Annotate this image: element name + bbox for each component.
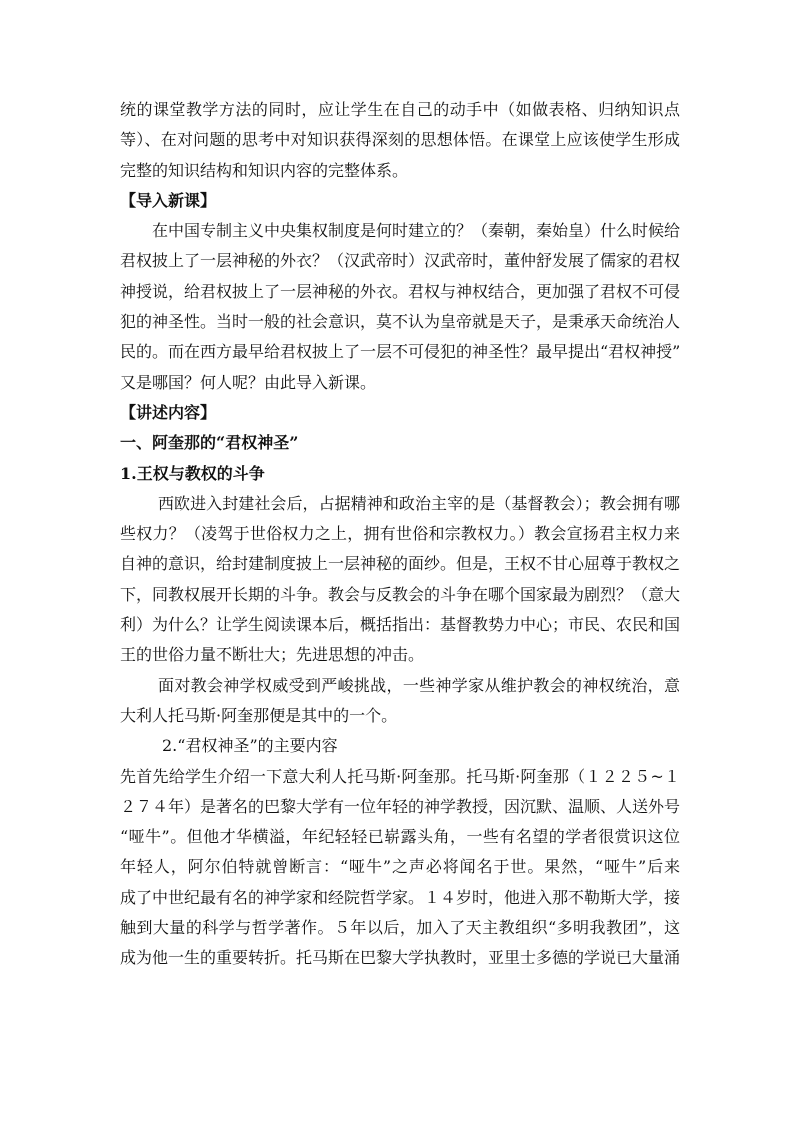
subsection2-title: 2.“君权神圣”的主要内容 bbox=[162, 736, 338, 756]
paragraph-line: 面对教会神学权威受到严峻挑战，一些神学家从维护教会的神权统治，意 bbox=[158, 675, 680, 695]
paragraph-line: 先首先给学生介绍一下意大利人托马斯·阿奎那。托马斯·阿奎那（１２２５~１ bbox=[120, 766, 680, 786]
subsection1-title: 1.王权与教权的斗争 bbox=[120, 463, 265, 483]
paragraph-line: 自神的意识，给封建制度披上一层神秘的面纱。但是，王权不甘心屈尊于教权之 bbox=[120, 554, 680, 574]
paragraph-line: 在中国专制主义中央集权制度是何时建立的？（秦朝，秦始皇）什么时候给 bbox=[152, 221, 680, 241]
paragraph-line: 大利人托马斯·阿奎那便是其中的一个。 bbox=[120, 705, 398, 725]
paragraph-line: 犯的神圣性。当时一般的社会意识，莫不认为皇帝就是天子，是秉承天命统治人 bbox=[120, 312, 680, 332]
paragraph-line: ２７４年）是著名的巴黎大学有一位年轻的神学教授，因沉默、温顺、人送外号 bbox=[120, 796, 680, 816]
intro-line: 完整的知识结构和知识内容的完整体系。 bbox=[120, 160, 409, 180]
paragraph-line: 下，同教权展开长期的斗争。教会与反教会的斗争在哪个国家最为剧烈？（意大 bbox=[120, 584, 680, 604]
paragraph-line: 君权披上了一层神秘的外衣？（汉武帝时）汉武帝时，董仲舒发展了儒家的君权 bbox=[120, 251, 680, 271]
intro-line: 统的课堂教学方法的同时，应让学生在自己的动手中（如做表格、归纳知识点 bbox=[120, 100, 680, 119]
intro-line: 等）、在对问题的思考中对知识获得深刻的思想体悟。在课堂上应该使学生形成 bbox=[120, 130, 680, 150]
document-page bbox=[120, 95, 680, 974]
new-lesson-heading: 【导入新课】 bbox=[120, 190, 217, 210]
paragraph-line: 民的。而在西方最早给君权披上了一层不可侵犯的神圣性？最早提出“君权神授” bbox=[120, 342, 680, 362]
paragraph-line: 触到大量的科学与哲学著作。５年以后，加入了天主教组织“多明我教团”，这 bbox=[120, 918, 680, 938]
content-heading: 【讲述内容】 bbox=[120, 402, 217, 422]
paragraph-line: 又是哪国？何人呢？由此导入新课。 bbox=[120, 372, 377, 392]
paragraph-line: 些权力？（凌驾于世俗权力之上，拥有世俗和宗教权力。）教会宣扬君主权力来 bbox=[120, 524, 680, 544]
paragraph-line: 王的世俗力量不断壮大；先进思想的冲击。 bbox=[120, 645, 425, 665]
paragraph-line: 成为他一生的重要转折。托马斯在巴黎大学执教时，亚里士多德的学说已大量涌 bbox=[120, 948, 680, 968]
paragraph-line: 神授说，给君权披上了一层神秘的外衣。君权与神权结合，更加强了君权不可侵 bbox=[120, 281, 680, 301]
paragraph-line: 年轻人，阿尔伯特就曾断言：“哑牛”之声必将闻名于世。果然，“哑牛”后来 bbox=[120, 857, 680, 877]
paragraph-line: 西欧进入封建社会后，占据精神和政治主宰的是（基督教会）；教会拥有哪 bbox=[158, 493, 680, 513]
paragraph-line: 成了中世纪最有名的神学家和经院哲学家。１４岁时，他进入那不勒斯大学，接 bbox=[120, 887, 680, 907]
part1-title: 一、阿奎那的“君权神圣” bbox=[120, 433, 299, 453]
paragraph-line: “哑牛”。但他才华横溢，年纪轻轻已崭露头角，一些有名望的学者很赏识这位 bbox=[120, 827, 680, 847]
paragraph-line: 利）为什么？让学生阅读课本后，概括指出：基督教势力中心；市民、农民和国 bbox=[120, 615, 680, 635]
